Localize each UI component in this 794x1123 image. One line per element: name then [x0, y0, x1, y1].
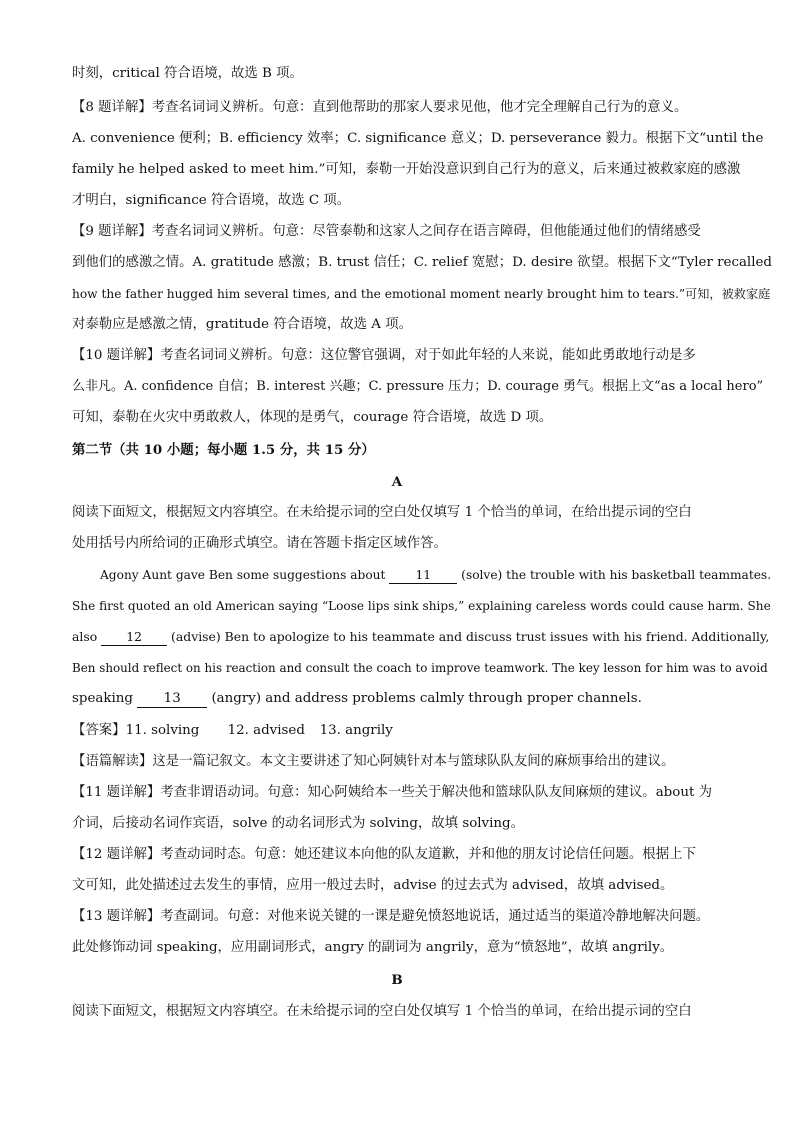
passage-line: She first quoted an old American saying “Loose lips sink ships,” explaining careless words could cause harm. She: [72, 599, 771, 613]
text-line: how the father hugged him several times, and the emotional moment nearly brought him to tears.”可知，被救家庭: [72, 287, 771, 301]
part-a-heading: A: [391, 474, 403, 490]
instruction-line: 阅读下面短文，根据短文内容填空。在未给提示词的空白处仅填写 1 个恰当的单词，在给出提示词的空白: [72, 1004, 692, 1019]
instruction-line: 处用括号内所给词的正确形式填空。请在答题卡指定区域作答。: [72, 536, 447, 551]
explanation-line: 介词，后接动名词作宾语，solve 的动名词形式为 solving，故填 solving。: [72, 816, 524, 831]
text-line: A. convenience 便利；B. efficiency 效率；C. significance 意义；D. perseverance 毅力。根据下文“until the: [72, 131, 764, 146]
section-title: 第二节（共 10 小题；每小题 1.5 分，共 15 分）: [72, 442, 375, 458]
instruction-line: 阅读下面短文，根据短文内容填空。在未给提示词的空白处仅填写 1 个恰当的单词，在给出提示词的空白: [72, 505, 692, 520]
explanation-line: 【11 题详解】考查非谓语动词。句意：知心阿姨给本一些关于解决他和篮球队队友间麻烦的建议。about 为: [72, 785, 712, 800]
blank-11: 11: [389, 567, 457, 584]
blank-13: 13: [137, 691, 207, 708]
explanation-line: 【12 题详解】考查动词时态。句意：她还建议本向他的队友道歉，并和他的朋友讨论信任问题。根据上下: [72, 847, 696, 862]
answer-label: 【答案】: [72, 723, 126, 738]
explanation-line: 【13 题详解】考查副词。句意：对他来说关键的一课是避免愤怒地说话，通过适当的渠道冷静地解决问题。: [72, 909, 710, 924]
passage-line: also 12 (advise) Ben to apologize to his teammate and discuss trust issues with his friend. Additionally,: [72, 629, 770, 644]
blank-12: 12: [101, 629, 167, 646]
text-line: 才明白，significance 符合语境，故选 C 项。: [72, 193, 351, 208]
text-line: 时刻，critical 符合语境，故选 B 项。: [72, 66, 303, 81]
answer-12: 12. advised: [227, 723, 305, 738]
passage-line: speaking 13 (angry) and address problems calmly through proper channels.: [72, 691, 642, 706]
explanation-line: 【语篇解读】这是一篇记叙文。本文主要讲述了知心阿姨针对本与篮球队队友间的麻烦事给出的建议。: [72, 754, 675, 769]
text-line: 【10 题详解】考查名词词义辨析。句意：这位警官强调，对于如此年轻的人来说，能如此勇敢地行动是多: [72, 348, 696, 363]
answer-11: 11. solving: [125, 723, 200, 738]
passage-line: Ben should reflect on his reaction and consult the coach to improve teamwork. The key lesson for him was to avoid: [72, 661, 768, 675]
part-b-heading: B: [391, 972, 403, 988]
text-line: family he helped asked to meet him.”可知，泰勒一开始没意识到自己行为的意义，后来通过被救家庭的感激: [72, 162, 741, 177]
passage-line: Agony Aunt gave Ben some suggestions about 11 (solve) the trouble with his basketball teammates.: [100, 568, 772, 582]
text-line: 【8 题详解】考查名词词义辨析。句意：直到他帮助的那家人要求见他，他才完全理解自己行为的意义。: [72, 100, 688, 115]
text-line: 对泰勒应是感激之情，gratitude 符合语境，故选 A 项。: [72, 317, 412, 332]
answer-line: [72, 721, 393, 741]
text-line: 么非凡。A. confidence 自信；B. interest 兴趣；C. pressure 压力；D. courage 勇气。根据上文“as a local hero”: [72, 379, 764, 394]
text-line: 到他们的感激之情。A. gratitude 感激；B. trust 信任；C. relief 宽慰；D. desire 欲望。根据下文“Tyler recalled: [72, 255, 772, 270]
answer-13: 13. angrily: [319, 723, 393, 738]
text-line: 【9 题详解】考查名词词义辨析。句意：尽管泰勒和这家人之间存在语言障碍，但他能通过他们的情绪感受: [72, 224, 701, 239]
explanation-line: 文可知，此处描述过去发生的事情，应用一般过去时，advise 的过去式为 advised，故填 advised。: [72, 878, 674, 893]
text-line: 可知，泰勒在火灾中勇敢救人，体现的是勇气，courage 符合语境，故选 D 项。: [72, 410, 553, 425]
explanation-line: 此处修饰动词 speaking，应用副词形式，angry 的副词为 angrily，意为“愤怒地”，故填 angrily。: [72, 940, 674, 955]
